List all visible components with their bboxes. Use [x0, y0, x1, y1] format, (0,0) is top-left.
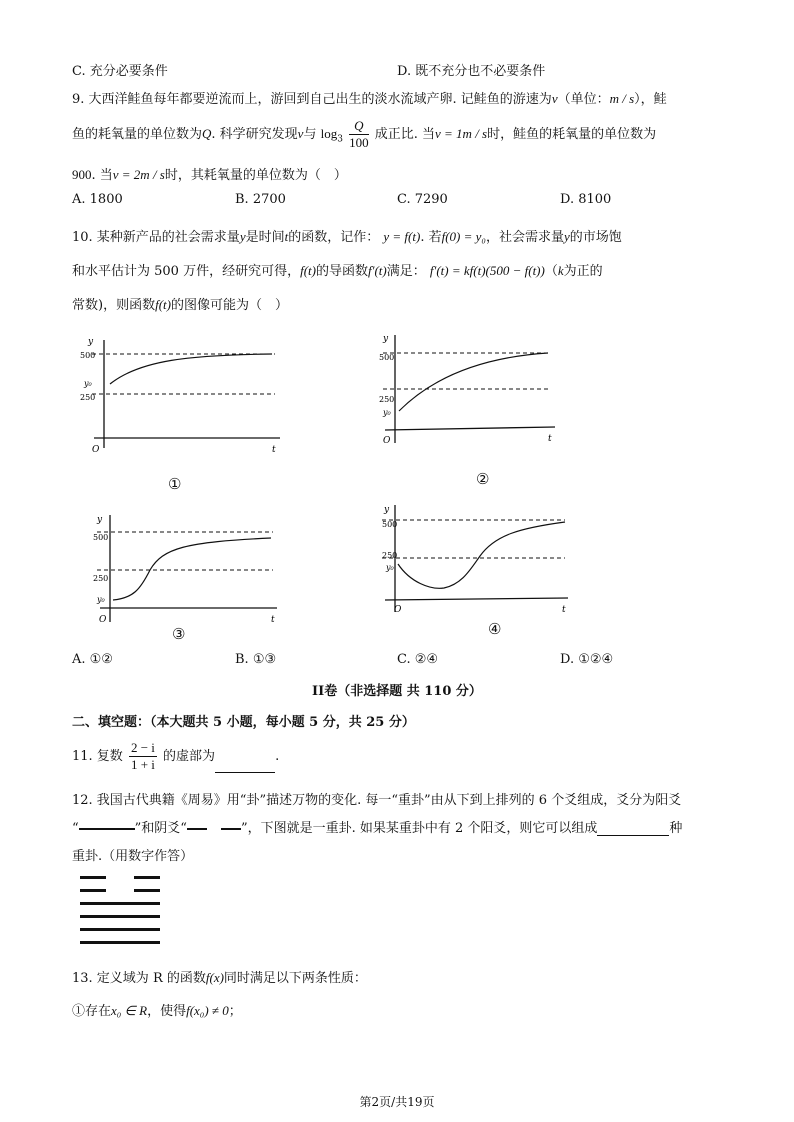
graph-4-label: ④ — [488, 620, 502, 638]
q12-line2: “ ”和阴爻“ ”，下图就是一重卦. 如果某重卦中有 2 个阳爻，则它可以组成 种 — [72, 821, 683, 836]
q10-line2: 和水平估计为 500 万件，经研究可得，f(t)的导函数f′(t)满足： f′(t) = kf(t)(500 − f(t))（k为正的 — [72, 263, 603, 279]
part2-title: II卷（非选择题 共 110 分） — [312, 684, 482, 699]
q10-option-d: D. ①②④ — [560, 652, 614, 667]
yin-yao-left-symbol — [187, 828, 207, 830]
hexagram-line-4 — [80, 902, 160, 905]
graph-2-tick-500: 500 — [379, 353, 395, 362]
q9-option-a: A. 1800 — [72, 192, 123, 207]
hexagram-line-3 — [80, 915, 160, 918]
q9-line2: 鱼的耗氧量的单位数为Q. 科学研究发现v与 $\log_3$ $\frac{Q}{100}$ 成正比. 当v = 1m / s时，鲑鱼的耗氧量的单位数为 — [72, 118, 657, 150]
q9-option-d: D. 8100 — [560, 192, 612, 207]
graph-2-y0: y₀ — [383, 408, 391, 417]
graph-3-origin: O — [99, 615, 107, 625]
graph-1-origin: O — [92, 445, 100, 455]
q8-option-c: C. 充分必要条件 — [72, 64, 168, 79]
graph-2-y-axis: y — [383, 334, 389, 344]
graph-2-label: ② — [476, 470, 490, 488]
q9-fraction: $\frac{Q}{100}$ — [349, 118, 369, 150]
graph-1-tick-250: 250 — [80, 393, 96, 402]
q10-option-c: C. ②④ — [397, 652, 439, 667]
graph-1-y0: y₀ — [84, 379, 92, 388]
graph-3 — [85, 510, 285, 625]
yang-yao-symbol — [79, 828, 135, 830]
hexagram-line-2 — [80, 928, 160, 931]
yin-yao-right-symbol — [221, 828, 241, 830]
graph-3-label: ③ — [172, 625, 186, 643]
graph-3-tick-500: 500 — [93, 533, 109, 542]
graph-1-y-axis: y — [88, 337, 94, 347]
q13-line1: 13. 定义域为 R 的函数f(x)同时满足以下两条性质： — [72, 970, 367, 986]
graph-3-y-axis: y — [97, 515, 103, 525]
graph-4-y0: y₀ — [386, 563, 394, 572]
q10-option-a: A. ①② — [72, 652, 113, 667]
graph-2-origin: O — [383, 436, 391, 446]
graph-1-t-axis: t — [272, 445, 276, 455]
q12-answer-blank — [597, 835, 669, 836]
q10-line1: 10. 某种新产品的社会需求量y是时间t的函数，记作： y = f(t). 若f(0) = y₀，社会需求量y的市场饱 — [72, 229, 622, 245]
graph-4-origin: O — [394, 605, 402, 615]
q10-option-b: B. ①③ — [235, 652, 277, 667]
graph-4 — [370, 500, 575, 615]
hexagram-line-5-left — [80, 889, 106, 892]
q11-line: 11. 复数 $\frac{2 - i}{1 + i}$ 的虚部为 . — [72, 740, 280, 772]
q9-line3: 900. 当v = 2m / s时，其耗氧量的单位数为（ ） — [72, 167, 347, 183]
hexagram-line-1 — [80, 941, 160, 944]
graph-1 — [80, 330, 290, 455]
q13-line2: ①存在x₀ ∈ R，使得f(x₀) ≠ 0； — [72, 1003, 242, 1019]
hexagram-line-5-right — [134, 889, 160, 892]
q12-line1: 12. 我国古代典籍《周易》用“卦”描述万物的变化. 每一“重卦”由从下到上排列的 6 个爻组成，爻分为阳爻 — [72, 793, 682, 808]
q12-line3: 重卦.（用数字作答） — [72, 849, 194, 864]
q11-fraction: $\frac{2 - i}{1 + i}$ — [130, 740, 155, 772]
graph-1-label: ① — [168, 475, 182, 493]
graph-2 — [365, 325, 565, 450]
page-footer: 第2页/共19页 — [359, 1095, 435, 1109]
graph-4-t-axis: t — [562, 605, 566, 615]
q9-option-c: C. 7290 — [397, 192, 448, 207]
graph-1-tick-500: 500 — [80, 351, 96, 360]
hexagram-line-6-left — [80, 876, 106, 879]
q9-option-b: B. 2700 — [235, 192, 286, 207]
section2-heading: 二、填空题：（本大题共 5 小题，每小题 5 分，共 25 分） — [72, 715, 415, 730]
graph-4-tick-250: 250 — [382, 551, 398, 560]
graph-3-t-axis: t — [271, 615, 275, 625]
graph-4-tick-500: 500 — [382, 520, 398, 529]
q10-line3: 常数)，则函数f(t)的图像可能为（ ） — [72, 297, 288, 313]
hexagram-line-6-right — [134, 876, 160, 879]
q8-option-d: D. 既不充分也不必要条件 — [397, 64, 546, 79]
q9-line1: 9. 大西洋鲑鱼每年都要逆流而上，游回到自己出生的淡水流域产卵. 记鲑鱼的游速为v（单位：m / s），鲑 — [72, 91, 667, 107]
graph-2-t-axis: t — [548, 434, 552, 444]
graph-4-y-axis: y — [384, 505, 390, 515]
q11-answer-blank — [215, 772, 275, 773]
graph-2-tick-250: 250 — [379, 395, 395, 404]
graph-3-tick-250: 250 — [93, 574, 109, 583]
graph-3-y0: y₀ — [97, 595, 105, 604]
